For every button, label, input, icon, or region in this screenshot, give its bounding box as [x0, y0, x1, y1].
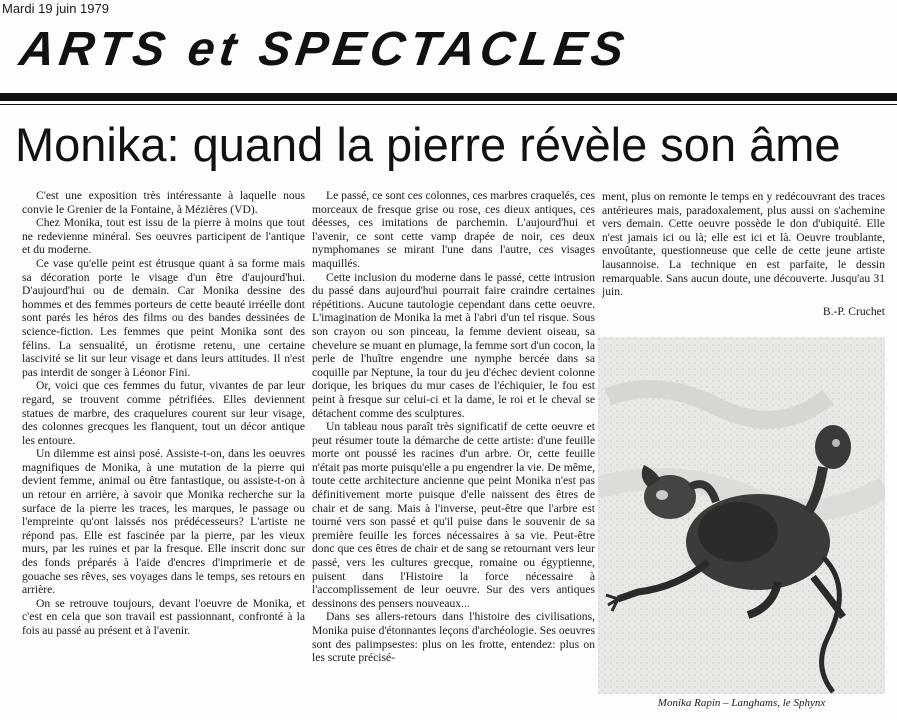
article-column-3: [602, 190, 885, 318]
paragraph: Le passé, ce sont ces colonnes, ces marbres craquelés, ces morceaux de fresque grise ou rose, ces dieux antiques, ces déesses, ces imitations de parchemin. L'aujourd'hui et l'avenir, ce sont cette vamp drapée de noir, ces deux nymphomanes se mirant l'une dans l'autre, ces visages maquillés.: [312, 189, 595, 270]
paragraph: C'est une exposition très intéressante à laquelle nous convie le Grenier de la Fontaine, à Mézières (VD).: [22, 189, 305, 216]
paragraph: Cette inclusion du moderne dans le passé, cette intrusion du passé dans aujourd'hui pourrait faire craindre certaines répétitions. Aucune tautologie cependant dans cette oeuvre. L'imagination de Monika la met à l'abri d'un tel risque. Sous son crayon ou son pinceau, la femme devient oiseau, sa chevelure se muant en plumage, la femme sort d'un cocon, la perle de l'huître engendre une nymphe bercée dans sa coquille par Neptune, la tour du jeu d'échec devient colonne dorique, les briques du mur cases de l'échiquier, le fou est peint à fresque sur celui-ci et la dame, le roi et le cheval se détachent comme des sculptures.: [312, 270, 595, 420]
artwork-photo: [598, 337, 885, 694]
paragraph: On se retrouve toujours, devant l'oeuvre de Monika, et c'est en cela que son travail est passionnant, confronté à la fois au passé au présent et à l'avenir.: [22, 596, 305, 637]
author-signature: B.-P. Cruchet: [822, 304, 885, 318]
paragraph: Chez Monika, tout est issu de la pierre à moins que tout ne redevienne minéral. Ses oeuvres participent de l'antique et du moderne.: [22, 216, 305, 257]
header-rule: [0, 93, 897, 101]
paragraph: Dans ses allers-retours dans l'histoire des civilisations, Monika puise d'étonnantes leçons d'archéologie. Ses oeuvres sont des palimpsestes: plus on les frotte, entendez: plus on les scrute précisé-: [312, 610, 595, 665]
header-rule-thin: [0, 104, 897, 105]
paragraph: Un dilemme est ainsi posé. Assiste-t-on, dans les oeuvres magnifiques de Monika, à une mutation de la pierre qui devient femme, animal ou être fantastique, ou assiste-t-on à un retour en arrière, à savoir que Monika recherche sur la surface de la pierre les traces, les marques, le passage ou l'empreinte qu'ont laissés nos prédécesseurs? L'artiste ne répond pas. Elle est fascinée par la pierre, par les vieux murs, par les ruines et par la fresque. Elle inscrit donc sur des fonds préparés à l'aide d'encres d'imprimerie et de gouache ses rêves, ses voyages dans le temps, ses retours en arrière.: [22, 447, 305, 597]
publication-date: Mardi 19 juin 1979: [2, 1, 109, 16]
section-title: ARTS et SPECTACLES: [16, 23, 633, 76]
article-column-1: [22, 189, 305, 638]
article-column-2: [312, 189, 595, 665]
article-headline: Monika: quand la pierre révèle son âme: [15, 118, 841, 171]
sphinx-artwork: [598, 337, 885, 694]
paragraph: Ce vase qu'elle peint est étrusque quant à sa forme mais sa décoration porte le visage d'un être d'aujourd'hui. D'aujourd'hui ou de demain. Car Monika dessine des hommes et des femmes porteurs de cette beauté irréelle dont sont parés les héros des films ou des bandes dessinées de science-fiction. Les femmes que peint Monika sont des félins. La sensualité, un érotisme retenu, une certaine lascivité se lit sur leur visage et dans leurs attitudes. Il n'est pas interdit de songer à Léonor Fini.: [22, 256, 305, 379]
paragraph: Un tableau nous paraît très significatif de cette oeuvre et peut résumer toute la démarche de cette artiste: d'une feuille morte ont poussé les racines d'un arbre. Or, cette feuille n'était pas morte puisqu'elle a pu engendrer la vie. De même, toute cette architecture ancienne que peint Monika n'est pas définitivement morte puisque d'elle naissent des êtres de chair et de sang. Mais à l'inverse, peut-être que l'arbre est tourné vers son passé et qu'il puise dans le souvenir de sa première feuille les forces nécessaires à sa vie. Peut-être donc que ces êtres de chair et de sang se retournant vers leur passé, vers les cultures grecque, romaine ou égyptienne, puisent dans l'Histoire la force nécessaire à l'accomplissement de leur oeuvre. Sur des vers antiques dessinons des pensers nouveaux...: [312, 420, 595, 610]
photo-caption: Monika Rapin – Langhams, le Sphynx: [657, 697, 826, 709]
paragraph: ment, plus on remonte le temps en y redécouvrant des traces antérieures mais, paradoxalement, plus aussi on s'achemine vers demain. Cette oeuvre possède le don d'ubiquité. Elle n'est jamais ici ou là; elle est ici et là. Oeuvre troublante, envoûtante, questionneuse que celle de cette jeune artiste lausannoise. La technique en est parfaite, le dessin remarquable. Sans aucun doute, une découverte. Jusqu'au 31 juin.: [602, 190, 885, 299]
paragraph: Or, voici que ces femmes du futur, vivantes de par leur regard, se trouvent comme pétrifiées. Elles deviennent statues de marbre, des craquelures courent sur leur visage, des colonnes grecques les flanquent, tout un décor antique les entoure.: [22, 379, 305, 447]
